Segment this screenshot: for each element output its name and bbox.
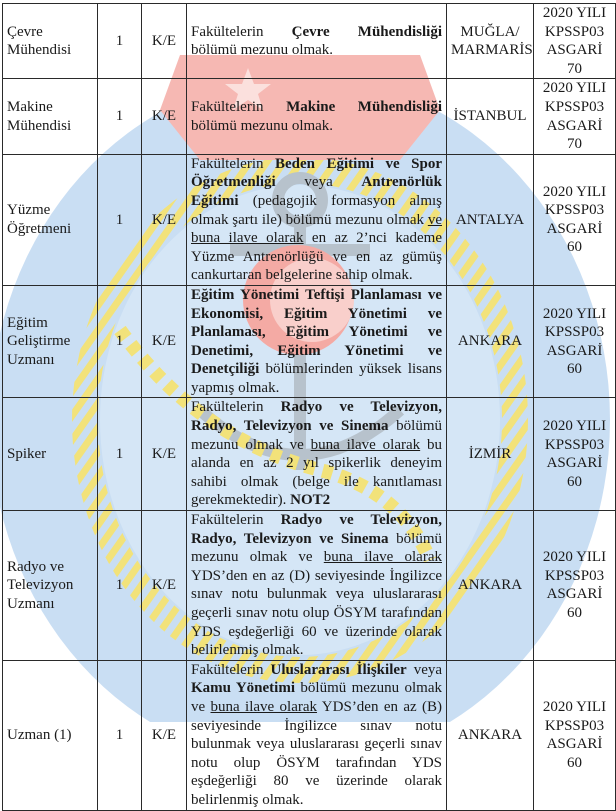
gender-value: K/E <box>151 726 177 743</box>
kpss-score-cell <box>534 285 616 398</box>
kpss-score-cell <box>534 4 616 79</box>
location: MARMARİS <box>451 42 533 59</box>
qualification-text: bölümü mezunu olmak. <box>191 117 334 134</box>
kpss-requirement: ASGARİ 60 <box>546 736 603 771</box>
gender-value: K/E <box>151 211 177 228</box>
qualification-text: bölümü mezunu olmak ve <box>191 418 442 453</box>
kpss-requirement: ASGARİ 60 <box>546 220 603 256</box>
position-title: Mühendisi <box>7 42 72 59</box>
qualification-text: bölümü mezunu olmak. <box>191 42 334 59</box>
location-cell <box>447 79 534 154</box>
kpss-requirement: 2020 YILI <box>542 549 607 566</box>
bold-text: Çevre Mühendisliği <box>291 23 442 40</box>
position-title: Uzmanı <box>7 351 55 368</box>
gender-cell <box>142 154 187 285</box>
position-title-cell <box>3 511 98 661</box>
qualification-text: bölümlerinden yüksek lisans yapmış olmak. <box>191 361 442 396</box>
bold-text: Kamu Yönetimi <box>191 680 296 697</box>
underlined-text: buna ilave olarak <box>210 698 318 715</box>
position-title: Radyo ve <box>7 558 65 575</box>
qualification-text: Fakültelerin <box>191 399 281 416</box>
bold-text: Makine Mühendisliği <box>286 98 442 115</box>
qualification-text: veya <box>406 661 443 678</box>
position-title-cell <box>3 285 98 398</box>
position-title-cell <box>3 79 98 154</box>
qualification-cell <box>187 79 447 154</box>
qualification-text: Fakültelerin <box>191 512 281 529</box>
qualification-text: Fakültelerin <box>191 155 275 172</box>
gender-cell <box>142 285 187 398</box>
bold-text: Uluslararası İlişkiler <box>270 661 407 678</box>
qualification-cell <box>187 154 447 285</box>
position-title-cell <box>3 4 98 79</box>
underlined-text: buna ilave olarak <box>310 436 421 453</box>
qualification-text: Fakültelerin <box>191 98 287 115</box>
position-title: Yüzme <box>7 202 51 219</box>
qualification-text: (pedagojik formasyon almış olmak şartı ile) bölümü mezunu olmak <box>191 192 442 228</box>
gender-value: K/E <box>151 32 177 49</box>
bold-text: Radyo ve Televizyon, Radyo, Televizyon ve Sinema <box>191 399 442 435</box>
gender-cell <box>142 4 187 79</box>
kpss-requirement: KPSSP03 <box>544 567 605 584</box>
gender-cell <box>142 79 187 154</box>
bold-text: Eğitim Yönetimi Teftişi Planlaması ve Ekonomisi, Eğitim Yönetimi ve Planlaması, Eğitim Yönetimi ve Denetimi, Eğitim Yönetimi ve Denetçiliği <box>191 286 442 378</box>
location-cell <box>447 154 534 285</box>
gender-value: K/E <box>151 577 177 594</box>
quota-count: 1 <box>115 726 124 743</box>
quota-count-cell <box>98 4 142 79</box>
position-title: Makine <box>7 98 53 115</box>
kpss-requirement: 2020 YILI <box>542 418 607 435</box>
kpss-requirement: 2020 YILI <box>542 698 607 715</box>
table-row <box>3 285 616 398</box>
kpss-requirement: ASGARİ 60 <box>546 586 603 621</box>
location-cell <box>447 511 534 661</box>
position-title: Geliştirme <box>7 333 71 350</box>
kpss-requirement: ASGARİ 70 <box>546 117 603 153</box>
gender-value: K/E <box>151 333 177 350</box>
position-title: Televizyon <box>7 577 74 594</box>
position-title: Uzman (1) <box>7 726 72 743</box>
bold-text: Beden Eğitimi ve Spor Öğretmenliği <box>191 155 442 191</box>
qualification-text: veya <box>275 174 362 191</box>
quota-count-cell <box>98 398 142 511</box>
bold-text: Antrenörlük Eğitimi <box>191 174 442 209</box>
quota-count-cell <box>98 79 142 154</box>
bold-text: Radyo ve Televizyon, Radyo, Televizyon ve Sinema <box>191 512 442 547</box>
location: ANKARA <box>457 577 523 594</box>
quota-count-cell <box>98 285 142 398</box>
gender-cell <box>142 511 187 661</box>
kpss-score-cell <box>534 660 616 810</box>
table-row <box>3 660 616 810</box>
kpss-requirement: 2020 YILI <box>542 80 607 97</box>
gender-cell <box>142 660 187 810</box>
position-title-cell <box>3 660 98 810</box>
location-cell <box>447 660 534 810</box>
position-title: Spiker <box>7 445 47 462</box>
gender-value: K/E <box>151 108 177 125</box>
location: ANTALYA <box>455 211 525 228</box>
quota-count-cell <box>98 660 142 810</box>
kpss-requirement: ASGARİ 60 <box>546 455 603 490</box>
quota-count: 1 <box>115 32 124 49</box>
qualification-cell <box>187 4 447 79</box>
position-title: Öğretmeni <box>7 220 72 237</box>
qualification-text: YDS’den en az (B) seviyesinde İngilizce sınav notu bulunmak veya uluslararası geçerli sınav notu olup ÖSYM tarafından YDS eşdeğerliği 80 ve üzerinde olarak belirlenmiş olmak. <box>191 698 442 808</box>
kpss-requirement: 2020 YILI <box>542 183 607 200</box>
kpss-score-cell <box>534 511 616 661</box>
table-row <box>3 4 616 79</box>
quota-count: 1 <box>115 211 124 228</box>
quota-count-cell <box>98 511 142 661</box>
qualification-cell <box>187 660 447 810</box>
kpss-score-cell <box>534 79 616 154</box>
kpss-requirement: KPSSP03 <box>544 717 605 734</box>
kpss-requirement: KPSSP03 <box>544 98 605 115</box>
quota-count-cell <box>98 154 142 285</box>
table-row <box>3 79 616 154</box>
qualification-cell <box>187 285 447 398</box>
position-title: Eğitim <box>7 314 48 331</box>
qualification-text: Fakültelerin <box>191 661 271 678</box>
kpss-requirement: 2020 YILI <box>542 5 607 21</box>
table-row <box>3 154 616 285</box>
quota-count: 1 <box>115 333 124 350</box>
location-cell <box>447 4 534 79</box>
quota-count: 1 <box>115 108 124 125</box>
kpss-requirement: KPSSP03 <box>544 23 605 40</box>
qualification-text: bölümü mezunu olmak ve <box>191 680 443 715</box>
location: ANKARA <box>457 333 523 350</box>
kpss-requirement: KPSSP03 <box>544 436 605 453</box>
qualification-text: en az 2’nci kademe Yüzme Antrenörlüğü ve en az gümüş cankurtaran belgelerine sahip olmak. <box>191 230 442 284</box>
qualification-text: Fakültelerin <box>191 23 292 40</box>
kpss-requirement: 2020 YILI <box>542 305 607 322</box>
position-title-cell <box>3 154 98 285</box>
position-title: Mühendisi <box>7 117 72 134</box>
underlined-text: ve buna ilave olarak <box>191 211 442 247</box>
qualification-text: YDS’den en az (D) seviyesinde İngilizce sınav notu bulunmak veya uluslararası geçerli sınav notu olup ÖSYM tarafından YDS eşdeğerliği 60 ve üzerinde olarak belirlenmiş olmak. <box>191 567 442 659</box>
location: İZMİR <box>468 445 512 462</box>
qualification-text: bu alanda en az 2 yıl spikerlik deneyim sahibi olmak (belge ile kanıtlaması gerekmektedir). <box>191 436 442 509</box>
location-cell <box>447 398 534 511</box>
kpss-requirement: ASGARİ 70 <box>546 42 603 77</box>
position-title: Uzmanı <box>7 595 55 612</box>
kpss-requirement: KPSSP03 <box>544 202 605 219</box>
gender-value: K/E <box>151 445 177 462</box>
quota-count: 1 <box>115 577 124 594</box>
table-row <box>3 511 616 661</box>
quota-count: 1 <box>115 445 124 462</box>
position-title: Çevre <box>7 23 43 40</box>
location: MUĞLA/ <box>460 23 520 40</box>
kpss-requirement: ASGARİ 60 <box>546 342 603 378</box>
kpss-score-cell <box>534 154 616 285</box>
location-cell <box>447 285 534 398</box>
underlined-text: buna ilave olarak <box>323 549 442 566</box>
gender-cell <box>142 398 187 511</box>
qualification-cell <box>187 398 447 511</box>
table-row <box>3 398 616 511</box>
bold-text: NOT2 <box>290 492 331 509</box>
qualification-cell <box>187 511 447 661</box>
job-positions-table <box>2 3 616 811</box>
qualification-text: bölümü mezunu olmak ve <box>191 530 442 566</box>
kpss-score-cell <box>534 398 616 511</box>
position-title-cell <box>3 398 98 511</box>
kpss-requirement: KPSSP03 <box>544 324 605 341</box>
location: İSTANBUL <box>453 108 527 125</box>
location: ANKARA <box>457 726 523 743</box>
